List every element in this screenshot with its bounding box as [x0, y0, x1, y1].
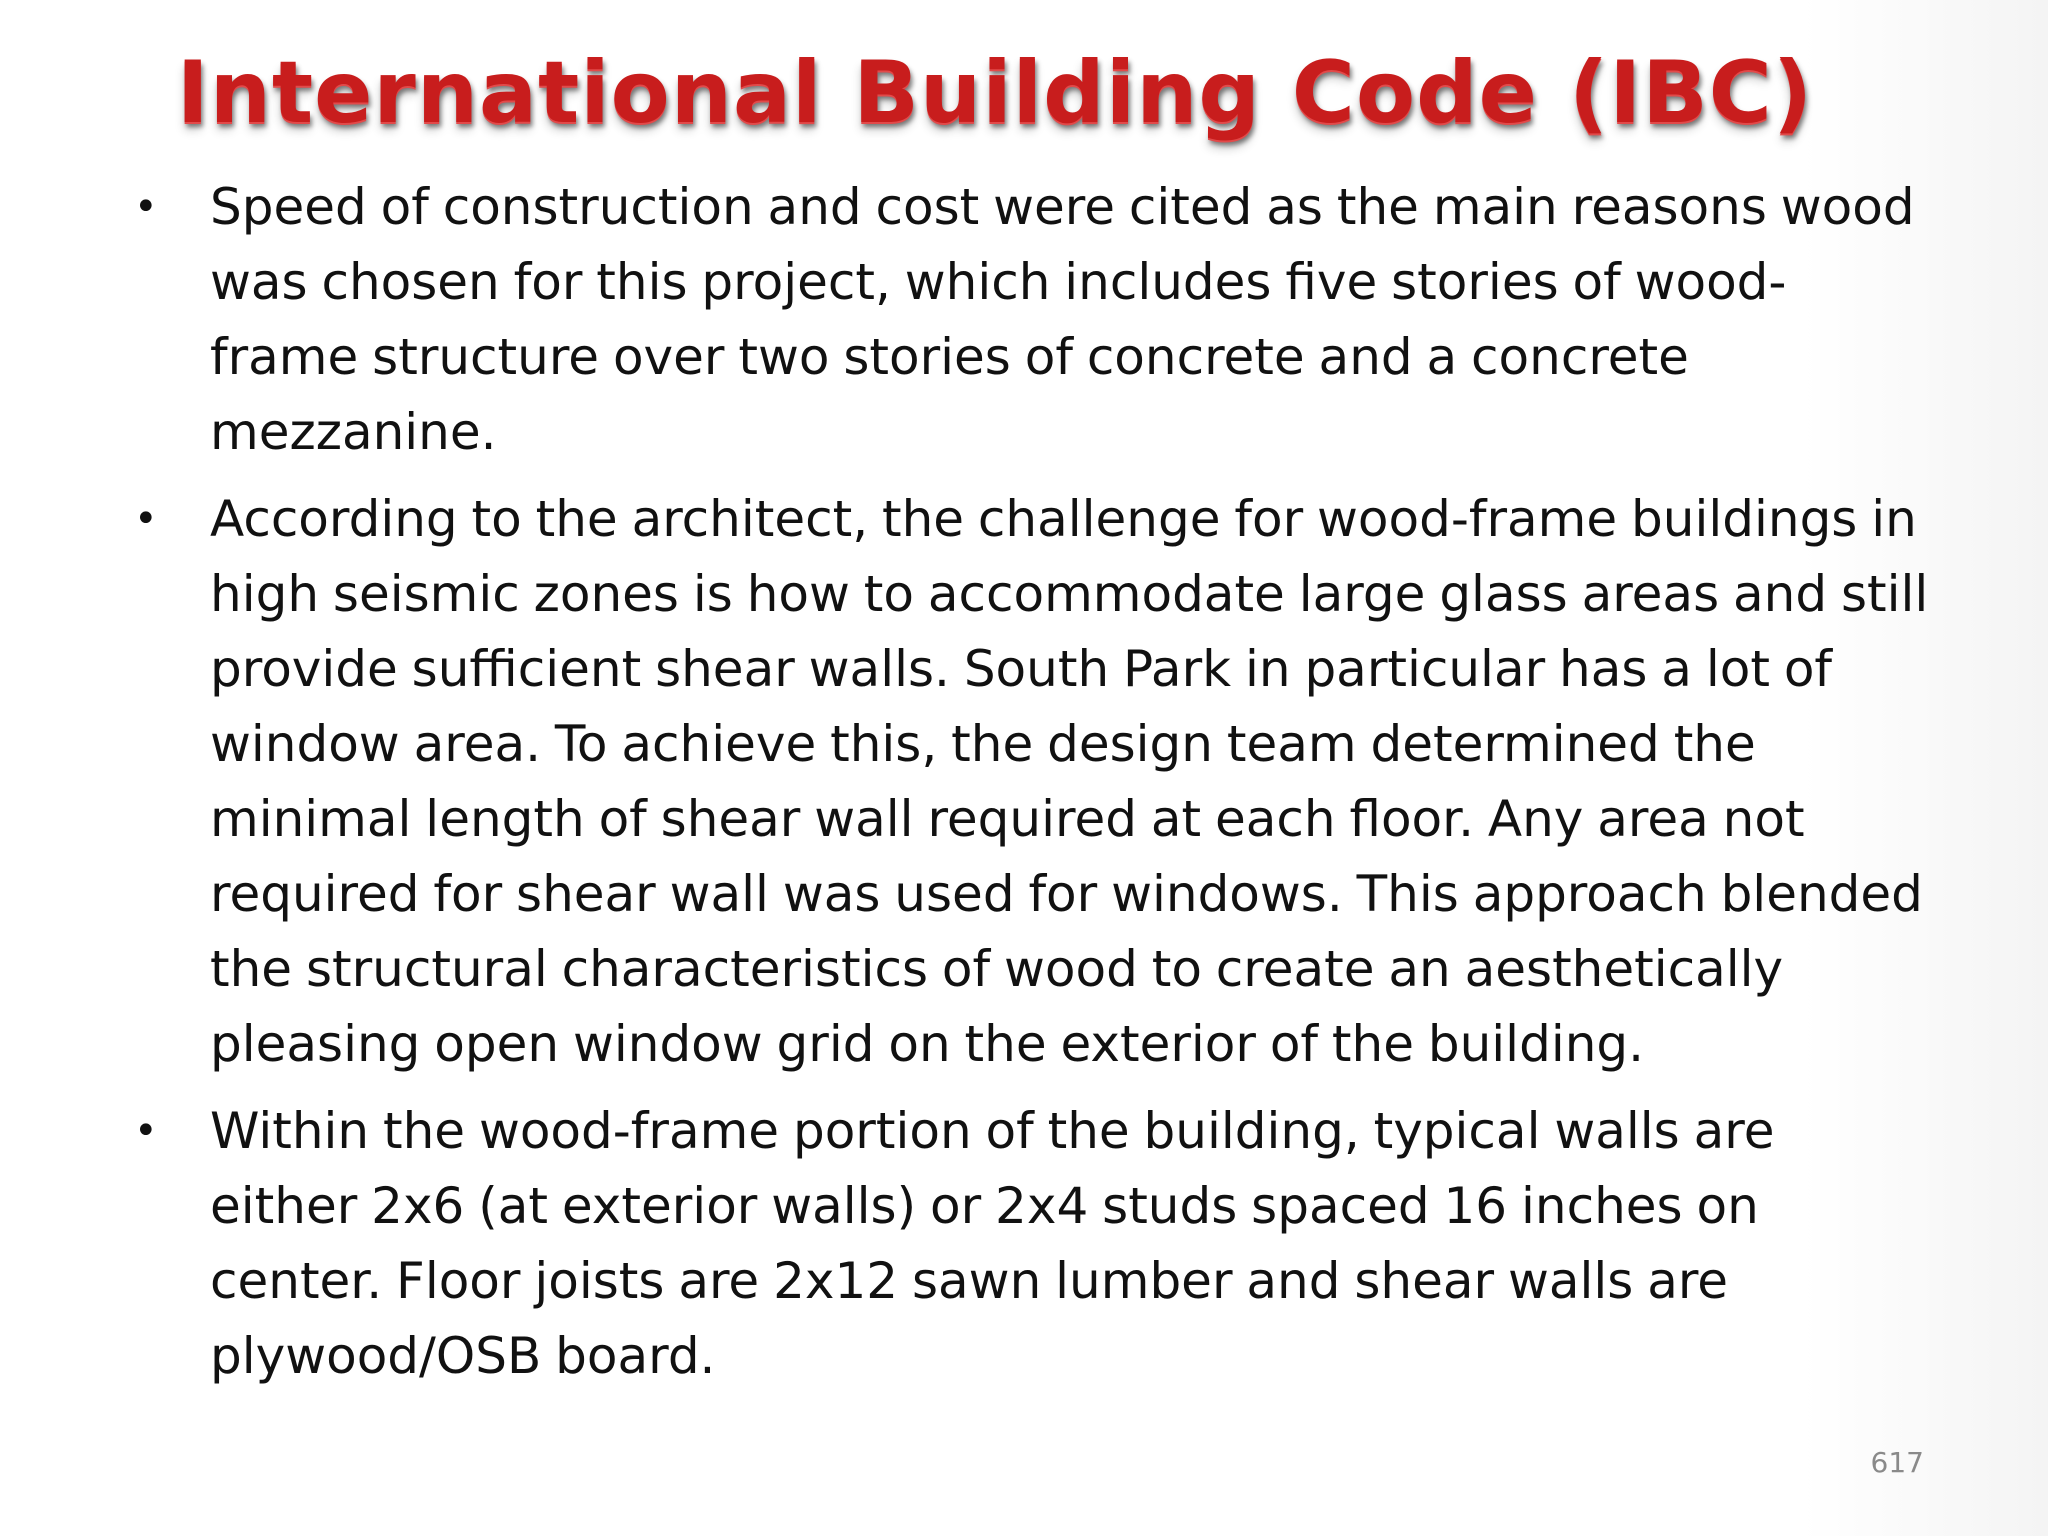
bullet-text: Speed of construction and cost were cited as the main reasons wood was chosen for this project, which includes five stories of wood-frame structure over two stories of concrete and a concrete mezzanine.: [210, 178, 1915, 461]
bullet-item: [128, 170, 1928, 470]
slide-title: International Building Code (IBC): [176, 43, 1814, 143]
bullet-text: Within the wood-frame portion of the building, typical walls are either 2x6 (at exterior walls) or 2x4 studs spaced 16 inches on center. Floor joists are 2x12 sawn lumber and shear walls are plywood/OSB board.: [210, 1102, 1775, 1385]
bullet-icon: •: [134, 1108, 158, 1154]
bullet-icon: •: [134, 184, 158, 230]
bullet-item: [128, 482, 1928, 1082]
bullet-list: [128, 170, 1928, 1406]
bullet-item: [128, 1094, 1928, 1394]
bullet-text: According to the architect, the challenge for wood-frame buildings in high seismic zones is how to accommodate large glass areas and still provide sufficient shear walls. South Park in particular has a lot of window area. To achieve this, the design team determined the minimal length of shear wall required at each floor. Any area not required for shear wall was used for windows. This approach blended the structural characteristics of wood to create an aesthetically pleasing open window grid on the exterior of the building.: [210, 490, 1929, 1073]
page-number: 617: [1870, 1446, 1924, 1479]
bullet-icon: •: [134, 496, 158, 542]
